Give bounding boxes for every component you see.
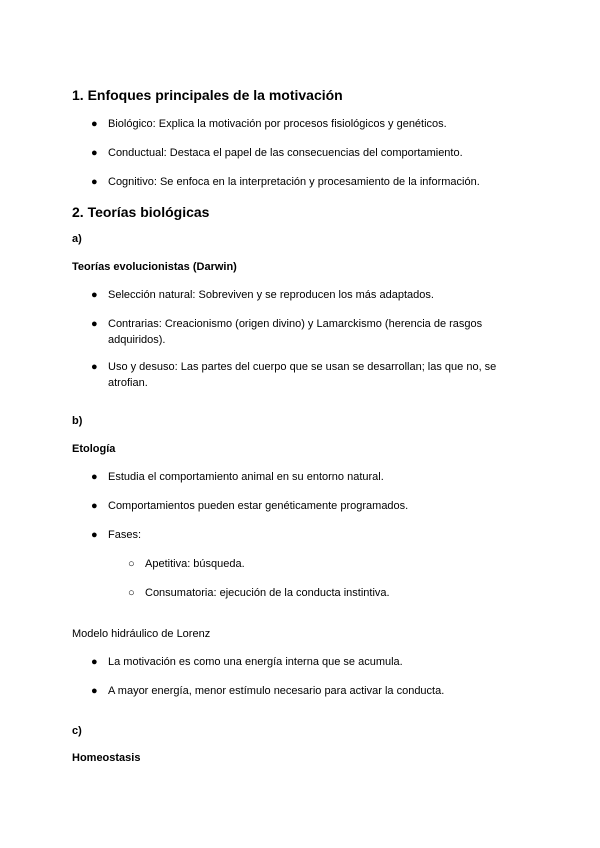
model-title: Modelo hidráulico de Lorenz — [72, 628, 211, 640]
bullet-icon: ● — [91, 471, 98, 483]
list-item: Conductual: Destaca el papel de las consecuencias del comportamiento. — [108, 147, 463, 159]
list-item: Contrarias: Creacionismo (origen divino) y Lamarckismo (herencia de rasgos adquiridos). — [108, 318, 483, 346]
bullet-icon: ● — [91, 529, 98, 541]
bullet-icon: ● — [91, 118, 98, 130]
subsection-c-heading: Homeostasis — [72, 752, 141, 764]
bullet-icon: ● — [91, 318, 98, 330]
sub-list-item: Consumatoria: ejecución de la conducta instintiva. — [145, 587, 390, 599]
subsection-a-heading: Teorías evolucionistas (Darwin) — [72, 261, 237, 273]
list-item: Biológico: Explica la motivación por procesos fisiológicos y genéticos. — [108, 118, 447, 130]
circle-bullet-icon: ○ — [128, 587, 135, 599]
list-item: Fases: — [108, 529, 142, 541]
bullet-icon: ● — [91, 500, 98, 512]
list-item: Uso y desuso: Las partes del cuerpo que se usan se desarrollan; las que no, se atrofian. — [108, 361, 497, 389]
circle-bullet-icon: ○ — [128, 558, 135, 570]
list-item: Selección natural: Sobreviven y se reproducen los más adaptados. — [108, 289, 434, 301]
section-2-title: 2. Teorías biológicas — [72, 204, 210, 220]
list-item: Cognitivo: Se enfoca en la interpretación y procesamiento de la información. — [108, 176, 480, 188]
list-item: Comportamientos pueden estar genéticamente programados. — [108, 500, 409, 512]
list-item: A mayor energía, menor estímulo necesario para activar la conducta. — [108, 685, 445, 697]
bullet-icon: ● — [91, 361, 98, 373]
bullet-icon: ● — [91, 147, 98, 159]
list-item: Estudia el comportamiento animal en su entorno natural. — [108, 471, 384, 483]
bullet-icon: ● — [91, 685, 98, 697]
list-item: La motivación es como una energía interna que se acumula. — [108, 656, 403, 668]
section-1-title: 1. Enfoques principales de la motivación — [72, 87, 343, 103]
subsection-c-label: c) — [72, 725, 82, 737]
subsection-b-label: b) — [72, 415, 83, 427]
subsection-a-label: a) — [72, 233, 82, 245]
subsection-b-heading: Etología — [72, 443, 116, 455]
sub-list-item: Apetitiva: búsqueda. — [145, 558, 245, 570]
bullet-icon: ● — [91, 656, 98, 668]
bullet-icon: ● — [91, 289, 98, 301]
bullet-icon: ● — [91, 176, 98, 188]
